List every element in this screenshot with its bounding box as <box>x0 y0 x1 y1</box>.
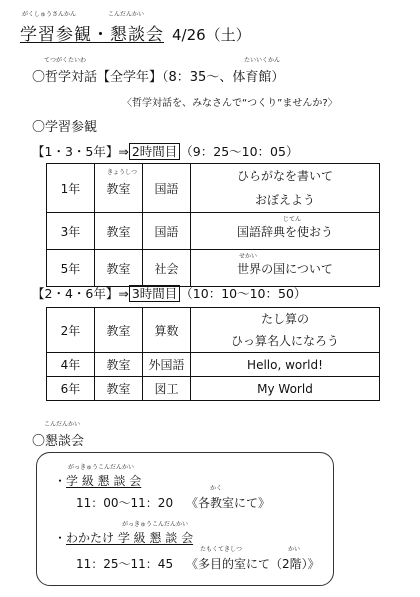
content-cell: My World <box>191 377 380 401</box>
group1-line <box>32 142 298 160</box>
page-title: 学習参観・懇談会 <box>20 25 164 45</box>
content-line-2: おぼえよう <box>254 193 315 207</box>
table-row <box>47 353 380 377</box>
item2-place-furigana-1: たもくてきしつ <box>200 546 243 553</box>
grade-cell: 6年 <box>47 377 95 401</box>
table-row <box>47 377 380 401</box>
place-text: 教室 <box>106 181 131 196</box>
table-row <box>47 308 380 353</box>
group2-arrow: ⇒ <box>118 286 129 301</box>
item1-label: 学 級 懇 談 会 <box>66 474 142 488</box>
content-furigana: せかい <box>239 253 258 260</box>
subject-cell: 社会 <box>143 250 191 287</box>
item2-label: わかたけ 学 級 懇 談 会 <box>66 531 194 545</box>
event-date: 4/26（土） <box>172 26 251 44</box>
place-cell: 教室 <box>95 353 143 377</box>
group1-grades: 【1・3・5年】 <box>32 144 119 159</box>
meeting-heading: 〇懇談会 <box>32 434 85 449</box>
meeting-furigana: こんだんかい <box>44 421 81 428</box>
item2-bullet: ・ <box>54 531 67 545</box>
item2-place: 《多目的室にて（2階）》 <box>186 557 320 571</box>
content-line-1: ひらがなを書いて <box>236 169 333 183</box>
item1-label-line <box>54 472 141 489</box>
grade-cell: 4年 <box>47 353 95 377</box>
item2-time: 11：25〜11：45 <box>76 557 174 571</box>
content-line-1: たし算の <box>260 312 309 326</box>
philosophy-note: 〈哲学対話を、みなさんで“つくり”ませんか?〉 <box>122 98 338 109</box>
observation-heading: 〇学習参観 <box>32 120 98 135</box>
content-line-1: 世界の国について <box>237 261 333 276</box>
philosophy-heading: 〇哲学対話【全学年】（8：35〜、体育館） <box>32 70 285 85</box>
subject-cell: 国語 <box>143 164 191 213</box>
item1-place: 《各教室にて》 <box>186 496 271 510</box>
table-row <box>47 164 380 213</box>
schedule-table-1 <box>46 163 380 287</box>
grade-cell: 2年 <box>47 308 95 353</box>
subject-cell: 算数 <box>143 308 191 353</box>
classroom-furigana: きょうしつ <box>107 169 138 176</box>
table-row <box>47 213 380 250</box>
group2-line <box>32 284 306 302</box>
group1-arrow: ⇒ <box>118 144 129 159</box>
item2-label-line <box>54 529 193 546</box>
schedule-table-2 <box>46 307 380 401</box>
group2-period: 3時間目 <box>129 285 180 302</box>
content-cell <box>191 213 380 250</box>
content-cell <box>191 308 380 353</box>
content-furigana: じてん <box>283 216 302 223</box>
place-cell: 教室 <box>95 377 143 401</box>
place-cell: 教室 <box>95 213 143 250</box>
subject-cell: 国語 <box>143 213 191 250</box>
item2-place-furigana-2: かい <box>288 546 301 553</box>
content-cell: Hello, world! <box>191 353 380 377</box>
philosophy-furigana-2: たいいくかん <box>244 57 281 64</box>
content-line-2: ひっ算名人になろう <box>230 334 339 348</box>
group2-time: （10：10〜10：50） <box>180 286 307 301</box>
philosophy-furigana-1: てつがくたいわ <box>44 57 87 64</box>
place-cell: 教室 <box>95 250 143 287</box>
table-row <box>47 250 380 287</box>
grade-cell: 5年 <box>47 250 95 287</box>
title-furigana-1: がくしゅうさんかん <box>22 11 77 18</box>
content-cell <box>191 250 380 287</box>
grade-cell: 1年 <box>47 164 95 213</box>
place-cell: 教室 <box>95 308 143 353</box>
item1-bullet: ・ <box>54 474 67 488</box>
subject-cell: 外国語 <box>143 353 191 377</box>
place-cell <box>95 164 143 213</box>
item1-time: 11：00〜11：20 <box>76 496 174 510</box>
group1-time: （9：25〜10：05） <box>180 144 299 159</box>
group2-grades: 【2・4・6年】 <box>32 286 119 301</box>
content-cell <box>191 164 380 213</box>
title-furigana-2: こんだんかい <box>108 11 145 18</box>
item1-place-furigana: かく <box>210 485 223 492</box>
subject-cell: 図工 <box>143 377 191 401</box>
content-line-1: 国語辞典を使おう <box>236 224 333 239</box>
group1-period: 2時間目 <box>129 143 180 160</box>
item2-furigana: がっきゅうこんだんかい <box>122 521 189 528</box>
grade-cell: 3年 <box>47 213 95 250</box>
item1-furigana: がっきゅうこんだんかい <box>68 464 135 471</box>
